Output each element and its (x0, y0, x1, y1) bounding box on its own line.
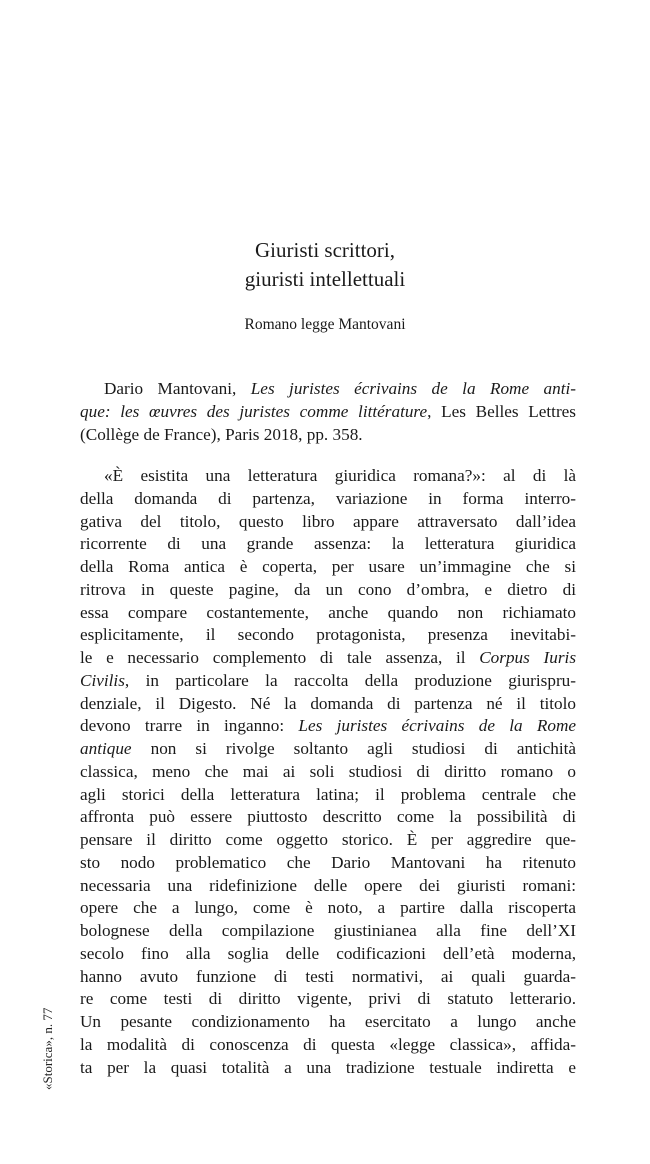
text-line (80, 556, 576, 579)
text-line (80, 897, 576, 920)
text-line (80, 966, 576, 989)
body-paragraph (80, 465, 576, 1079)
text-line (80, 738, 576, 761)
biblio-title-part-2: que: les œuvres des juristes comme littérature (80, 402, 428, 421)
article-subtitle: Romano legge Mantovani (244, 316, 406, 333)
text-run: ricorrente di una grande assenza: la letteratura giuridica (80, 534, 576, 554)
text-line (80, 1011, 576, 1034)
text-run: opere che a lungo, come è noto, a partire dalla riscoperta (80, 898, 576, 918)
text-line (80, 988, 576, 1011)
text-line (80, 647, 576, 670)
text-line (80, 715, 576, 738)
text-line (80, 693, 576, 716)
text-line (80, 533, 576, 556)
text-line (80, 761, 576, 784)
text-run: affronta può essere piuttosto descritto come la possibilità di (80, 807, 576, 827)
biblio-publisher: , Les Belles Lettres (427, 402, 577, 421)
text-line (80, 875, 576, 898)
text-line (80, 465, 576, 488)
text-run: esplicitamente, il secondo protagonista, presenza inevitabi- (80, 625, 576, 645)
running-head: «Storica», n. 77 (40, 1007, 55, 1090)
text-run: ritrova in queste pagine, da un cono d’ombra, e dietro di (80, 579, 576, 599)
italic-text: Corpus Iuris (479, 648, 577, 667)
text-line (80, 784, 576, 807)
text-run: denziale, il Digesto. Né la domanda di partenza né il titolo (80, 693, 576, 713)
text-run: essa compare costantemente, anche quando non richiamato (80, 602, 576, 622)
italic-text: Civilis (80, 670, 125, 690)
text-run: , in particolare la raccolta della produzione giurispru- (124, 670, 576, 690)
text-run: ta per la quasi totalità a una tradizione testuale indiretta e (80, 1057, 576, 1077)
bibliographic-reference (80, 377, 576, 446)
text-line (80, 670, 576, 693)
title-line-1: Giuristi scrittori, (255, 238, 395, 262)
text-run: hanno avuto funzione di testi normativi, ai quali guarda- (80, 966, 576, 986)
text-run: della Roma antica è coperta, per usare un’immagine che si (80, 557, 576, 576)
text-run: necessaria una ridefinizione delle opere dei giuristi romani: (80, 875, 576, 895)
text-run: Un pesante condizionamento ha esercitato a lungo anche (80, 1012, 576, 1031)
text-run: non si rivolge soltanto agli studiosi di antichità (131, 739, 576, 758)
text-run: «È esistita una letteratura giuridica romana?»: al di là (104, 466, 576, 485)
text-run: classica, meno che mai ai soli studiosi di diritto romano o (80, 761, 576, 781)
biblio-line-2 (80, 400, 576, 423)
text-run: devono trarre in inganno: (80, 716, 299, 736)
text-run: agli storici della letteratura latina; il problema centrale che (80, 784, 576, 804)
biblio-title-part-1: Les juristes écrivains de la Rome anti- (250, 379, 576, 398)
title-line-2: giuristi intellettuali (244, 267, 406, 291)
text-line (80, 829, 576, 852)
italic-text: Les juristes écrivains de la Rome (298, 716, 577, 736)
text-run: la modalità di conoscenza di questa «legge classica», affida- (80, 1034, 576, 1054)
article-title (0, 236, 650, 294)
text-line (80, 852, 576, 875)
text-run: bolognese della compilazione giustinianea alla fine dell’XI (80, 921, 576, 940)
text-run: le e necessario complemento di tale assenza, il (80, 648, 480, 667)
text-run: della domanda di partenza, variazione in forma interro- (80, 488, 576, 508)
text-run: pensare il diritto come oggetto storico. È per aggredire que- (80, 830, 576, 849)
text-line (80, 624, 576, 647)
text-line (80, 920, 576, 943)
text-run: secolo fino alla soglia delle codificazioni dell’età moderna, (80, 943, 576, 963)
biblio-line-1 (80, 377, 576, 400)
text-line (80, 943, 576, 966)
text-run: gativa del titolo, questo libro appare attraversato dall’idea (80, 511, 576, 531)
text-line (80, 806, 576, 829)
italic-text: antique (80, 739, 132, 758)
text-line (80, 1034, 576, 1057)
biblio-line-3: (Collège de France), Paris 2018, pp. 358. (80, 425, 363, 444)
text-line (80, 579, 576, 602)
biblio-author: Dario Mantovani, (104, 379, 251, 398)
text-line (80, 1057, 576, 1080)
text-run: re come testi di diritto vigente, privi di statuto letterario. (80, 989, 576, 1009)
text-run: sto nodo problematico che Dario Mantovani ha ritenuto (80, 852, 576, 872)
text-line (80, 511, 576, 534)
text-line (80, 602, 576, 625)
text-line (80, 488, 576, 511)
